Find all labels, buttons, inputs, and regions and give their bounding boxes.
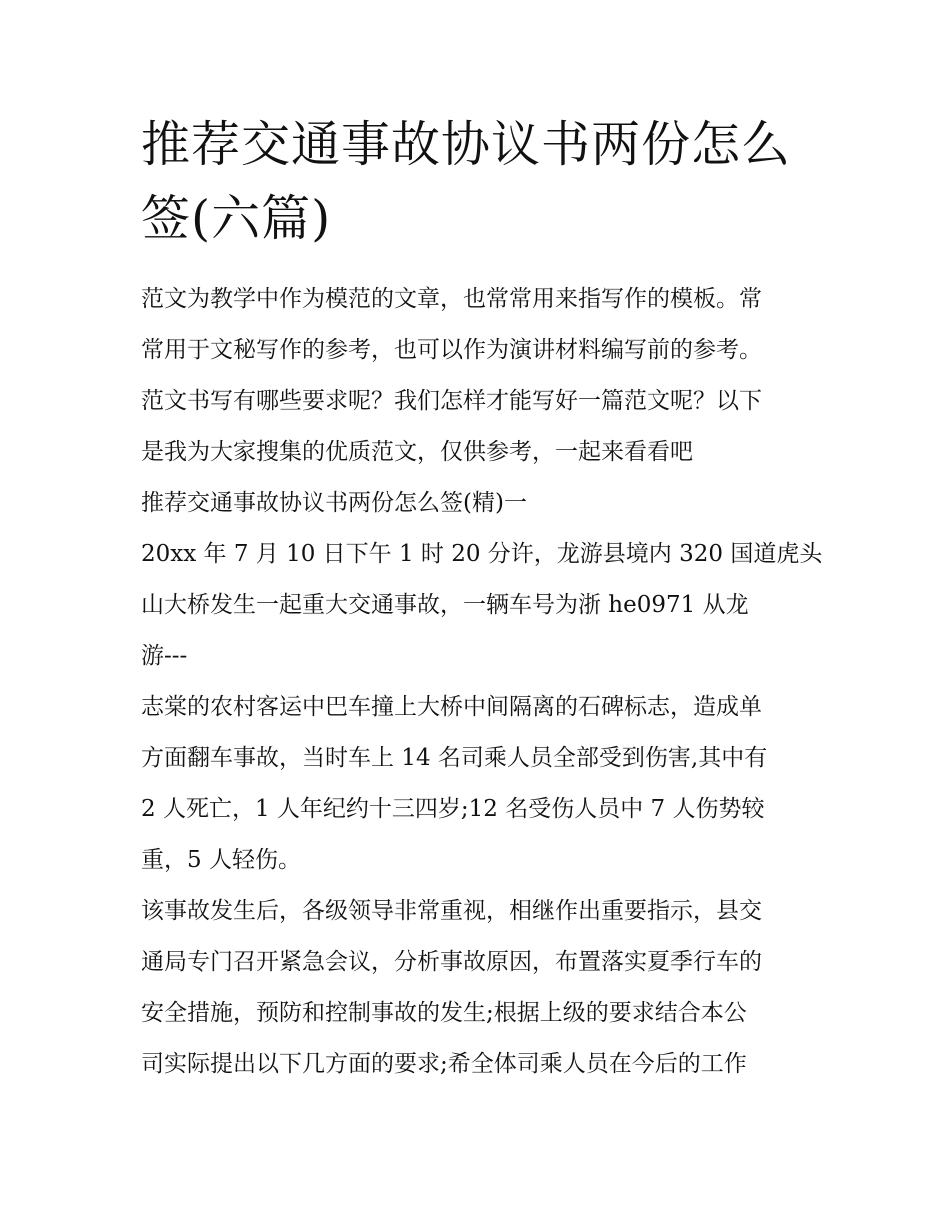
document-body xyxy=(141,274,821,1090)
section-heading: 推荐交通事故协议书两份怎么签(精)一 xyxy=(141,490,527,516)
body-line: 方面翻车事故，当时车上 14 名司乘人员全部受到伤害,其中有 xyxy=(141,745,768,771)
intro-line: 常用于文秘写作的参考，也可以作为演讲材料编写前的参考。 xyxy=(141,337,762,363)
body-line: 司实际提出以下几方面的要求;希全体司乘人员在今后的工作 xyxy=(141,1051,747,1077)
document-title xyxy=(141,108,821,256)
intro-line: 是我为大家搜集的优质范文，仅供参考，一起来看看吧 xyxy=(141,439,693,465)
title-line: 推荐交通事故协议书两份怎么 xyxy=(141,116,792,173)
title-line: 签(六篇) xyxy=(141,190,332,247)
body-line: 游--- xyxy=(141,643,188,669)
body-line: 志棠的农村客运中巴车撞上大桥中间隔离的石碑标志，造成单 xyxy=(141,694,762,720)
body-line: 安全措施，预防和控制事故的发生;根据上级的要求结合本公 xyxy=(141,1000,747,1026)
intro-line: 范文为教学中作为模范的文章，也常常用来指写作的模板。常 xyxy=(141,286,762,312)
document-page xyxy=(141,108,821,1090)
body-line: 20xx 年 7 月 10 日下午 1 时 20 分许，龙游县境内 320 国道虎头 xyxy=(141,541,823,567)
body-line: 山大桥发生一起重大交通事故，一辆车号为浙 he0971 从龙 xyxy=(141,592,749,618)
body-line: 重，5 人轻伤。 xyxy=(141,847,301,873)
body-line: 2 人死亡，1 人年纪约十三四岁;12 名受伤人员中 7 人伤势较 xyxy=(141,796,765,822)
body-line: 通局专门召开紧急会议，分析事故原因，布置落实夏季行车的 xyxy=(141,949,762,975)
body-line: 该事故发生后，各级领导非常重视，相继作出重要指示，县交 xyxy=(141,898,762,924)
intro-line: 范文书写有哪些要求呢？我们怎样才能写好一篇范文呢？以下 xyxy=(141,388,762,414)
